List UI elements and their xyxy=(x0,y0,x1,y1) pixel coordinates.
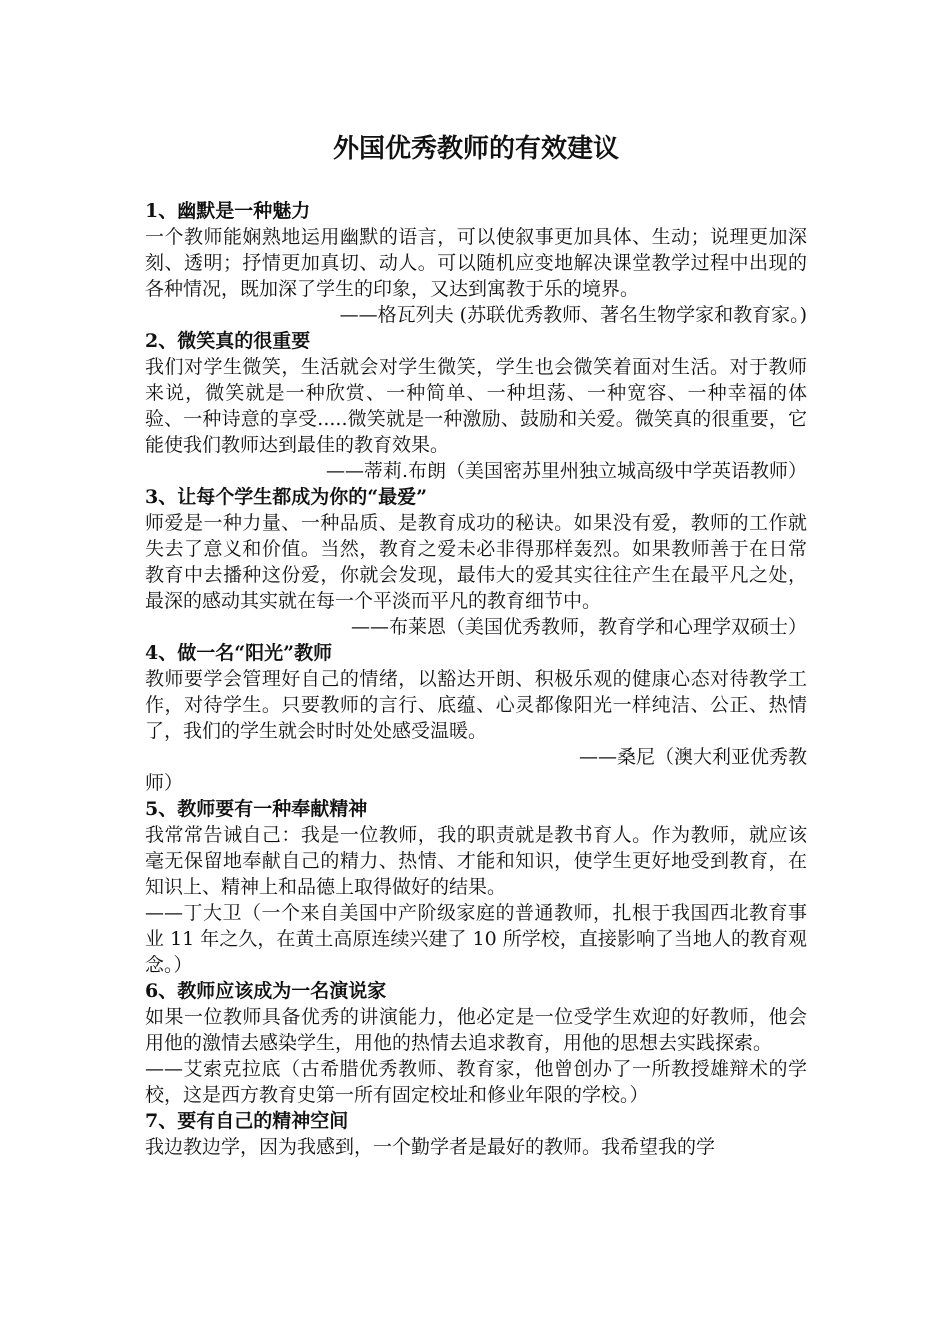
section-paragraph: 如果一位教师具备优秀的讲演能力，他必定是一位受学生欢迎的好教师，他会用他的激情去感染学生，用他的热情去追求教育，用他的思想去实践探索。 xyxy=(145,1006,807,1054)
section-attribution-continued: 师） xyxy=(145,772,184,794)
section-paragraph: 一个教师能娴熟地运用幽默的语言，可以使叙事更加具体、生动；说理更加深刻、透明；抒情更加真切、动人。可以随机应变地解决课堂教学过程中出现的各种情况，既加深了学生的印象，又达到寓教于乐的境界。 xyxy=(145,226,807,300)
section-paragraph: 我常常告诫自己：我是一位教师，我的职责就是教书育人。作为教师，就应该毫无保留地奉献自己的精力、热情、才能和知识，使学生更好地受到教育，在知识上、精神上和品德上取得做好的结果。 xyxy=(145,824,807,898)
section-3 xyxy=(145,484,807,640)
section-heading: 3、让每个学生都成为你的“最爱” xyxy=(145,486,428,508)
section-attribution: ——布莱恩（美国优秀教师，教育学和心理学双硕士） xyxy=(350,616,807,638)
section-paragraph: 我们对学生微笑，生活就会对学生微笑，学生也会微笑着面对生活。对于教师来说，微笑就是一种欣赏、一种简单、一种坦荡、一种宽容、一种幸福的体验、一种诗意的享受.....微笑就是一种激励、鼓励和关爱。微笑真的很重要，它能使我们教师达到最佳的教育效果。 xyxy=(145,356,807,456)
section-5 xyxy=(145,796,807,978)
section-1 xyxy=(145,198,807,328)
section-heading: 7、要有自己的精神空间 xyxy=(145,1110,349,1132)
section-6 xyxy=(145,978,807,1108)
section-heading: 4、做一名“阳光”教师 xyxy=(145,642,333,664)
section-7 xyxy=(145,1108,807,1160)
section-paragraph: 我边教边学，因为我感到，一个勤学者是最好的教师。我希望我的学 xyxy=(145,1136,716,1158)
section-attribution: ——格瓦列夫 (苏联优秀教师、著名生物学家和教育家。) xyxy=(339,304,807,326)
document-title: 外国优秀教师的有效建议 xyxy=(332,134,619,164)
section-heading: 5、教师要有一种奉献精神 xyxy=(145,798,368,820)
section-paragraph: 教师要学会管理好自己的情绪，以豁达开朗、积极乐观的健康心态对待教学工作，对待学生。只要教师的言行、底蕴、心灵都像阳光一样纯洁、公正、热情了，我们的学生就会时时处处感受温暖。 xyxy=(145,668,807,742)
section-heading: 6、教师应该成为一名演说家 xyxy=(145,980,387,1002)
section-4 xyxy=(145,640,807,796)
section-attribution: ——丁大卫（一个来自美国中产阶级家庭的普通教师，扎根于我国西北教育事业 11 年之久，在黄土高原连续兴建了 10 所学校，直接影响了当地人的教育观念。） xyxy=(145,902,807,976)
section-heading: 2、微笑真的很重要 xyxy=(145,330,311,352)
section-attribution: ——艾索克拉底（古希腊优秀教师、教育家，他曾创办了一所教授雄辩术的学校，这是西方教育史第一所有固定校址和修业年限的学校。） xyxy=(145,1058,807,1106)
section-attribution: ——桑尼（澳大利亚优秀教 xyxy=(578,746,807,768)
section-2 xyxy=(145,328,807,484)
section-attribution: ——蒂莉.布朗（美国密苏里州独立城高级中学英语教师） xyxy=(325,460,807,482)
document-body xyxy=(145,198,807,1160)
section-paragraph: 师爱是一种力量、一种品质、是教育成功的秘诀。如果没有爱，教师的工作就失去了意义和价值。当然，教育之爱未必非得那样轰烈。如果教师善于在日常教育中去播种这份爱，你就会发现，最伟大的爱其实往往产生在最平凡之处，最深的感动其实就在每一个平淡而平凡的教育细节中。 xyxy=(145,512,807,612)
section-heading: 1、幽默是一种魅力 xyxy=(145,200,311,222)
